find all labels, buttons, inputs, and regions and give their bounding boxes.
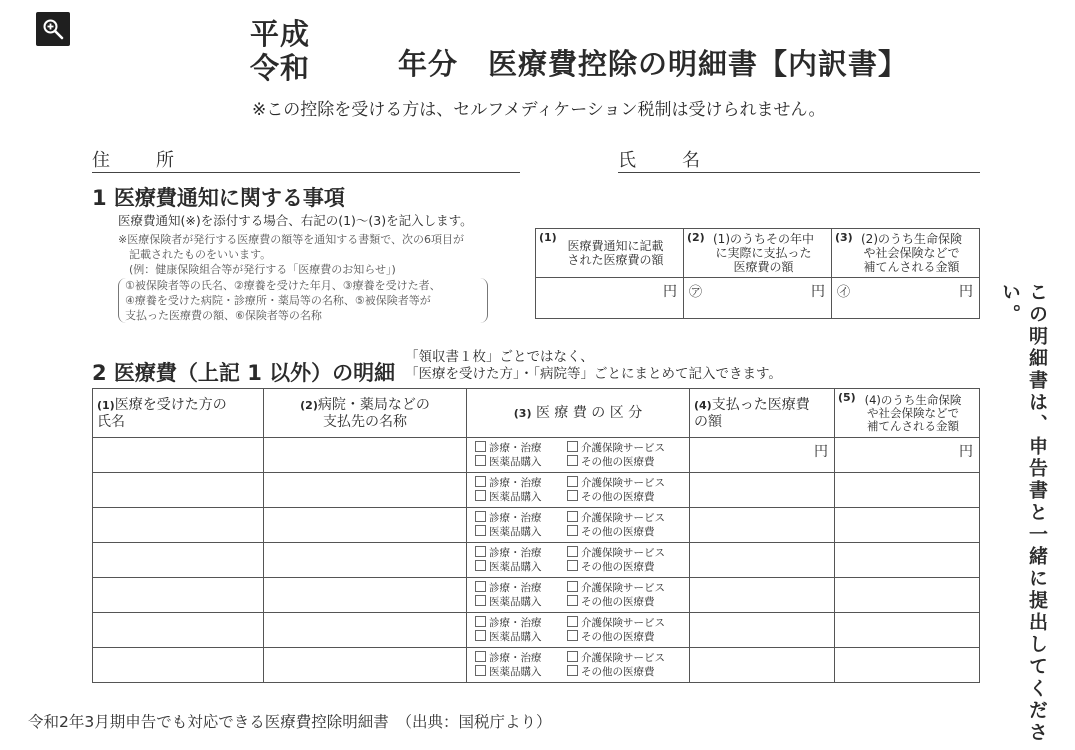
payee-cell[interactable] xyxy=(264,578,467,613)
paid-amount-cell[interactable] xyxy=(690,613,835,648)
checkbox[interactable] xyxy=(475,651,486,662)
checkbox[interactable] xyxy=(567,595,578,606)
checkbox[interactable] xyxy=(475,665,486,676)
checkbox[interactable] xyxy=(475,525,486,536)
category-option[interactable]: 診療・治療 xyxy=(475,546,567,560)
checkbox[interactable] xyxy=(567,560,578,571)
side-instruction: この明細書は、申告書と一緒に提出してください。 xyxy=(999,282,1048,744)
table-row xyxy=(93,543,980,578)
expense-table xyxy=(92,388,980,683)
payee-cell[interactable] xyxy=(264,508,467,543)
note-line: ※医療保険者が発行する医療費の額等を通知する書類で、次の6項目が xyxy=(118,233,464,246)
image-caption: 令和2年3月期申告でも対応できる医療費控除明細書 （出典：国税庁より） xyxy=(28,713,552,731)
category-option[interactable]: 介護保険サービス xyxy=(567,651,677,665)
category-option[interactable]: 介護保険サービス xyxy=(567,616,677,630)
notice-header: (1) 医療費通知に記載 された医療費の額 xyxy=(536,229,684,278)
yen-unit: 円 xyxy=(814,444,828,460)
category-option[interactable]: 診療・治療 xyxy=(475,616,567,630)
checkbox[interactable] xyxy=(475,595,486,606)
category-checkboxes xyxy=(467,581,689,609)
address-field xyxy=(92,146,520,173)
payee-cell[interactable] xyxy=(264,613,467,648)
section2-note-1: 「領収書１枚」ごとではなく、 xyxy=(405,349,594,365)
col-header-category: (3) 医 療 費 の 区 分 xyxy=(467,389,690,438)
notice-header: (2) (1)のうちその年中 に実際に支払った 医療費の額 xyxy=(684,229,832,278)
category-cell[interactable] xyxy=(467,543,690,578)
patient-name-cell[interactable] xyxy=(93,543,264,578)
category-checkboxes xyxy=(467,476,689,504)
note-line: 支払った医療費の額、⑥保険者等の名称 xyxy=(125,309,322,322)
category-option[interactable]: 医薬品購入 xyxy=(475,665,567,679)
payee-cell[interactable] xyxy=(264,473,467,508)
notice-table xyxy=(535,228,980,319)
category-option[interactable]: 医薬品購入 xyxy=(475,455,567,469)
checkbox[interactable] xyxy=(567,525,578,536)
category-option[interactable]: 診療・治療 xyxy=(475,581,567,595)
category-option[interactable]: 医薬品購入 xyxy=(475,560,567,574)
category-cell[interactable] xyxy=(467,578,690,613)
category-cell[interactable] xyxy=(467,438,690,473)
form-title: 年分 医療費控除の明細書【内訳書】 xyxy=(398,47,909,81)
patient-name-cell[interactable] xyxy=(93,613,264,648)
category-checkboxes xyxy=(467,546,689,574)
category-option[interactable]: その他の医療費 xyxy=(567,560,677,574)
table-row xyxy=(93,648,980,683)
table-row xyxy=(93,438,980,473)
category-option[interactable]: 医薬品購入 xyxy=(475,525,567,539)
checkbox[interactable] xyxy=(567,581,578,592)
patient-name-cell[interactable] xyxy=(93,578,264,613)
category-option[interactable]: 診療・治療 xyxy=(475,511,567,525)
checkbox[interactable] xyxy=(567,490,578,501)
items-bracket xyxy=(118,278,488,323)
category-cell[interactable] xyxy=(467,508,690,543)
category-cell[interactable] xyxy=(467,613,690,648)
paid-amount-cell[interactable] xyxy=(690,438,835,473)
reimbursed-amount-cell[interactable] xyxy=(835,543,980,578)
checkbox[interactable] xyxy=(475,455,486,466)
zoom-in-button[interactable] xyxy=(36,12,70,46)
note-line: 記載されたものをいいます。 xyxy=(118,248,272,261)
checkbox[interactable] xyxy=(567,665,578,676)
table-row xyxy=(93,613,980,648)
table-row xyxy=(93,473,980,508)
category-option[interactable]: その他の医療費 xyxy=(567,630,677,644)
zoom-in-icon xyxy=(42,18,64,40)
col-header-paid: (4)支払った医療費 の額 xyxy=(690,389,835,438)
col-header-reimbursed: (5) (4)のうち生命保険 や社会保険などで 補てんされる金額 xyxy=(835,389,980,438)
payee-cell[interactable] xyxy=(264,648,467,683)
self-medication-note: ※この控除を受ける方は、セルフメディケーション税制は受けられません。 xyxy=(252,100,826,120)
category-checkboxes xyxy=(467,651,689,679)
paid-amount-cell[interactable] xyxy=(690,578,835,613)
category-option[interactable]: 介護保険サービス xyxy=(567,476,677,490)
checkbox[interactable] xyxy=(475,546,486,557)
reimbursed-amount-cell[interactable] xyxy=(835,438,980,473)
era-heisei: 平成 xyxy=(250,17,311,51)
notice-amount-cell[interactable]: ㋐ 円 xyxy=(684,278,832,319)
note-line: ①被保険者等の氏名、②療養を受けた年月、③療養を受けた者、 xyxy=(125,279,441,292)
patient-name-cell[interactable] xyxy=(93,438,264,473)
section1-note xyxy=(118,232,488,323)
category-option[interactable]: 医薬品購入 xyxy=(475,490,567,504)
checkbox[interactable] xyxy=(475,511,486,522)
category-option[interactable]: その他の医療費 xyxy=(567,490,677,504)
checkbox[interactable] xyxy=(475,560,486,571)
category-option[interactable]: 介護保険サービス xyxy=(567,546,677,560)
checkbox[interactable] xyxy=(567,616,578,627)
reimbursed-amount-cell[interactable] xyxy=(835,508,980,543)
checkbox[interactable] xyxy=(475,630,486,641)
paid-amount-cell[interactable] xyxy=(690,473,835,508)
checkbox[interactable] xyxy=(475,490,486,501)
category-option[interactable]: その他の医療費 xyxy=(567,665,677,679)
reimbursed-amount-cell[interactable] xyxy=(835,473,980,508)
checkbox[interactable] xyxy=(567,476,578,487)
address-label: 住 所 xyxy=(92,150,188,171)
name-label: 氏 名 xyxy=(618,150,714,171)
category-option[interactable]: 医薬品購入 xyxy=(475,630,567,644)
category-option[interactable]: 診療・治療 xyxy=(475,476,567,490)
col-header-payee: (2)病院・薬局などの 支払先の名称 xyxy=(264,389,467,438)
category-option[interactable]: 診療・治療 xyxy=(475,441,567,455)
table-row xyxy=(93,578,980,613)
category-option[interactable]: 介護保険サービス xyxy=(567,511,677,525)
col-header-patient: (1)医療を受けた方の 氏名 xyxy=(93,389,264,438)
paid-amount-cell[interactable] xyxy=(690,648,835,683)
patient-name-cell[interactable] xyxy=(93,508,264,543)
note-line: (例：健康保険組合等が発行する「医療費のお知らせ」) xyxy=(118,263,396,276)
category-option[interactable]: その他の医療費 xyxy=(567,525,677,539)
section2-heading: 2 医療費（上記 1 以外）の明細 xyxy=(92,361,396,385)
category-option[interactable]: 介護保険サービス xyxy=(567,581,677,595)
checkbox[interactable] xyxy=(475,616,486,627)
checkbox[interactable] xyxy=(567,455,578,466)
payee-cell[interactable] xyxy=(264,438,467,473)
category-option[interactable]: その他の医療費 xyxy=(567,595,677,609)
checkbox[interactable] xyxy=(567,441,578,452)
checkbox[interactable] xyxy=(567,546,578,557)
patient-name-cell[interactable] xyxy=(93,648,264,683)
checkbox[interactable] xyxy=(567,511,578,522)
notice-amount-cell[interactable]: ㋑ 円 xyxy=(832,278,980,319)
checkbox[interactable] xyxy=(475,476,486,487)
patient-name-cell[interactable] xyxy=(93,473,264,508)
payee-cell[interactable] xyxy=(264,543,467,578)
notice-header: (3) (2)のうち生命保険 や社会保険などで 補てんされる金額 xyxy=(832,229,980,278)
category-checkboxes xyxy=(467,511,689,539)
checkbox[interactable] xyxy=(567,630,578,641)
notice-amount-cell[interactable]: 円 xyxy=(536,278,684,319)
checkbox[interactable] xyxy=(567,651,578,662)
reimbursed-amount-cell[interactable] xyxy=(835,613,980,648)
yen-unit: 円 xyxy=(959,444,973,460)
section1-heading: 1 医療費通知に関する事項 xyxy=(92,186,345,210)
category-cell[interactable] xyxy=(467,648,690,683)
note-line: ④療養を受けた病院・診療所・薬局等の名称、⑤被保険者等が xyxy=(125,294,431,307)
reimbursed-amount-cell[interactable] xyxy=(835,648,980,683)
category-cell[interactable] xyxy=(467,473,690,508)
category-checkboxes xyxy=(467,441,689,469)
table-row xyxy=(93,508,980,543)
checkbox[interactable] xyxy=(475,581,486,592)
category-option[interactable]: その他の医療費 xyxy=(567,455,677,469)
category-option[interactable]: 医薬品購入 xyxy=(475,595,567,609)
section1-instruction: 医療費通知(※)を添付する場合、右記の(1)〜(3)を記入します。 xyxy=(118,213,473,228)
checkbox[interactable] xyxy=(475,441,486,452)
name-field xyxy=(618,146,980,173)
category-option[interactable]: 介護保険サービス xyxy=(567,441,677,455)
paid-amount-cell[interactable] xyxy=(690,508,835,543)
category-checkboxes xyxy=(467,616,689,644)
section2-note-2: 「医療を受けた方」・「病院等」ごとにまとめて記入できます。 xyxy=(405,366,782,382)
reimbursed-amount-cell[interactable] xyxy=(835,578,980,613)
era-reiwa: 令和 xyxy=(250,51,311,85)
paid-amount-cell[interactable] xyxy=(690,543,835,578)
category-option[interactable]: 診療・治療 xyxy=(475,651,567,665)
